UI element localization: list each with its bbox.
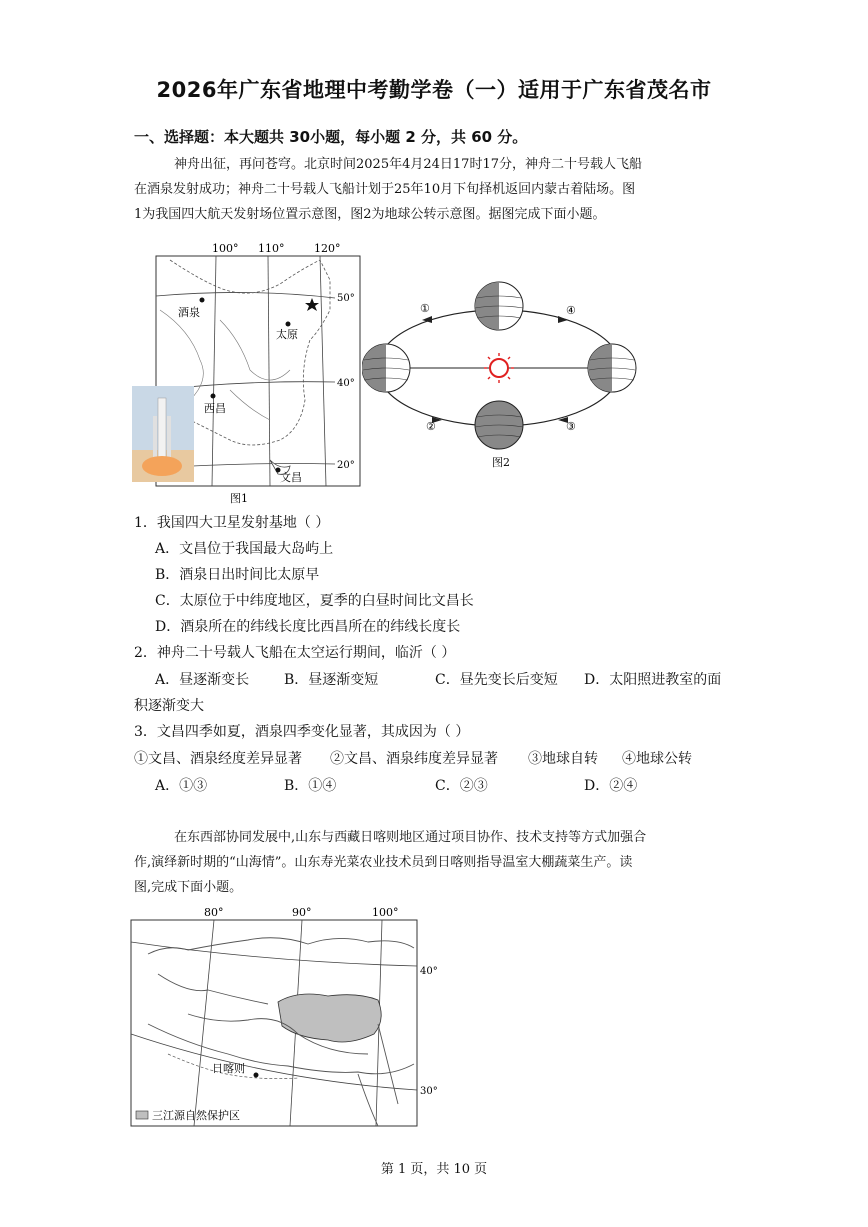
passage2-line3: 图,完成下面小题。 — [134, 880, 243, 895]
orbit-marker-1: ① — [420, 302, 430, 315]
q3-item-1: ①文昌、酒泉经度差异显著 — [134, 751, 302, 767]
xichang-dot — [211, 394, 216, 399]
q1-option-c: C．太原位于中纬度地区，夏季的白昼时间比文昌长 — [155, 593, 474, 609]
lat-label-40: 40° — [337, 378, 355, 389]
jiuquan-dot — [200, 298, 205, 303]
page-title: 2026年广东省地理中考勤学卷（一）适用于广东省茂名市 — [156, 78, 712, 102]
q1-option-a: A．文昌位于我国最大岛屿上 — [155, 541, 334, 557]
section-heading: 一、选择题：本大题共 30小题，每小题 2 分，共 60 分。 — [134, 128, 528, 146]
lat-label-30: 30° — [420, 1086, 438, 1097]
place-xichang: 西昌 — [204, 402, 226, 415]
figure1-map — [130, 240, 365, 510]
shigatse-dot — [254, 1073, 259, 1078]
earth-top — [475, 282, 523, 330]
q3-item-4: ④地球公转 — [622, 751, 692, 767]
q2-option-d: D．太阳照进教室的面 — [584, 672, 722, 688]
orbit-marker-3: ③ — [566, 420, 576, 433]
figure3-map — [128, 904, 448, 1130]
passage1-line2: 在酒泉发射成功；神舟二十号载人飞船计划于25年10月下旬择机返回内蒙古着陆场。图 — [134, 182, 636, 197]
q2-option-c: C．昼先变长后变短 — [435, 672, 558, 688]
q3-option-d: D．②④ — [584, 778, 638, 794]
passage1-line1: 神舟出征，再问苍穹。北京时间2025年4月24日17时17分，神舟二十号载人飞船 — [174, 157, 642, 172]
q3-option-c: C．②③ — [435, 778, 488, 794]
legend-swatch — [136, 1111, 148, 1119]
q1-option-d: D．酒泉所在的纬线长度比西昌所在的纬线长度长 — [155, 619, 461, 635]
q3-item-3: ③地球自转 — [528, 751, 598, 767]
lon-label-90: 90° — [292, 906, 312, 919]
lon-label-110: 110° — [258, 242, 285, 255]
figure1-caption: 图1 — [230, 492, 248, 505]
q2-option-b: B．昼逐渐变短 — [284, 672, 379, 688]
orbit-marker-2: ② — [426, 420, 436, 433]
passage1-line3: 1为我国四大航天发射场位置示意图，图2为地球公转示意图。据图完成下面小题。 — [134, 207, 606, 222]
lat-label-40: 40° — [420, 966, 438, 977]
lat-label-50: 50° — [337, 293, 355, 304]
q1-stem: 1．我国四大卫星发射基地（ ） — [134, 515, 330, 531]
q3-stem: 3．文昌四季如夏，酒泉四季变化显著，其成因为（ ） — [134, 724, 470, 740]
q2-option-d-cont: 积逐渐变大 — [134, 698, 204, 714]
taiyuan-dot — [286, 322, 291, 327]
q2-stem: 2．神舟二十号载人飞船在太空运行期间，临沂（ ） — [134, 645, 456, 661]
passage2-line2: 作,演绎新时期的“山海情”。山东寿光菜农业技术员到日喀则指导温室大棚蔬菜生产。读 — [134, 855, 633, 870]
figure2-orbit — [362, 270, 640, 470]
earth-right — [588, 344, 636, 392]
lon-label-100: 100° — [212, 242, 239, 255]
q2-option-a: A．昼逐渐变长 — [155, 672, 250, 688]
passage2-line1: 在东西部协同发展中,山东与西藏日喀则地区通过项目协作、技术支持等方式加强合 — [174, 830, 647, 845]
orbit-marker-4: ④ — [566, 304, 576, 317]
place-wenchang: 文昌 — [280, 471, 302, 484]
lon-label-100: 100° — [372, 906, 399, 919]
figure2-caption: 图2 — [492, 456, 510, 469]
place-shigatse: 日喀则 — [212, 1062, 245, 1075]
page-footer: 第 1 页，共 10 页 — [380, 1162, 488, 1177]
q1-option-b: B．酒泉日出时间比太原早 — [155, 567, 320, 583]
earth-bottom — [475, 401, 523, 449]
place-jiuquan: 酒泉 — [178, 306, 200, 319]
lon-label-120: 120° — [314, 242, 341, 255]
place-taiyuan: 太原 — [276, 328, 298, 341]
q3-option-a: A．①③ — [155, 778, 208, 794]
lat-label-20: 20° — [337, 460, 355, 471]
q3-item-2: ②文昌、酒泉纬度差异显著 — [330, 751, 498, 767]
lon-label-80: 80° — [204, 906, 224, 919]
earth-left — [362, 344, 410, 392]
legend-label: 三江源自然保护区 — [152, 1109, 240, 1122]
q3-option-b: B．①④ — [284, 778, 337, 794]
